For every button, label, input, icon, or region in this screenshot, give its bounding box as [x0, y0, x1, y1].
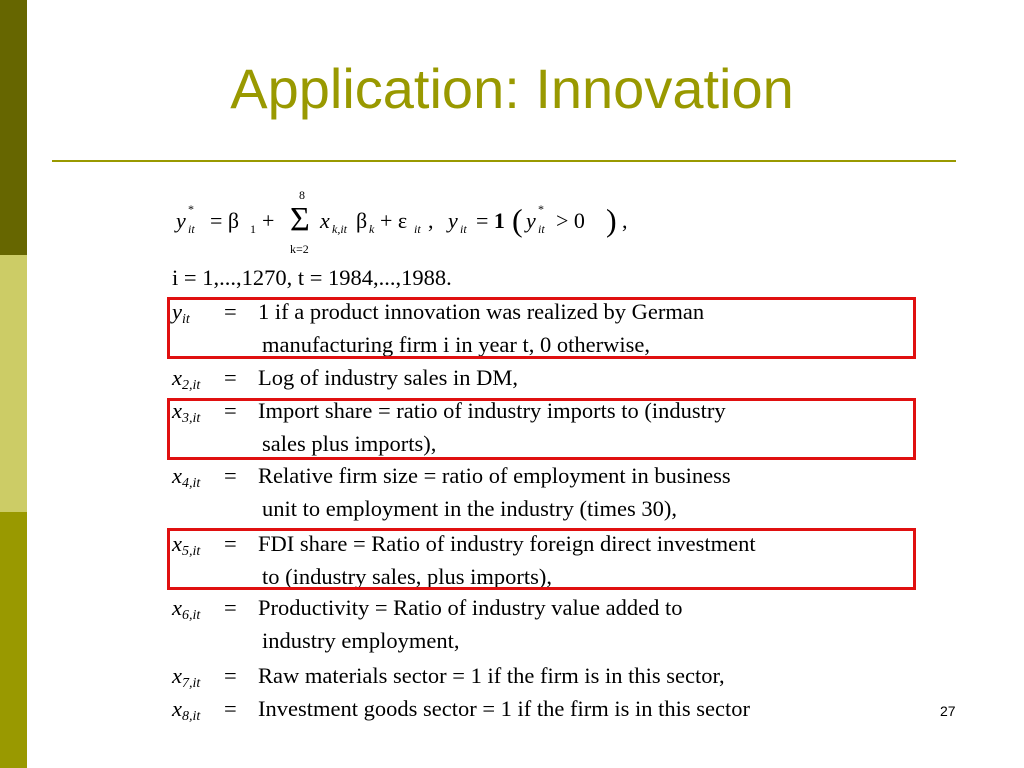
- definition-6: [172, 594, 683, 630]
- definition-text: Log of industry sales in DM,: [258, 365, 518, 390]
- sum-lower-limit: k=2: [290, 242, 309, 256]
- variable-symbol: $x_{8,it}$: [172, 696, 201, 724]
- definition-continuation: manufacturing firm i in year t, 0 otherwise,: [262, 332, 651, 357]
- variable-symbol: $x_{7,it}$: [172, 663, 201, 691]
- model-formula: y * it = β 1 + 8 Σ k=2 x k,it β k + ε it , y it = 1 ( y * it > 0 ) ,: [176, 188, 628, 256]
- definition-continuation: sales plus imports),: [262, 431, 437, 456]
- equals-sign: =: [224, 595, 237, 620]
- equals-sign: =: [224, 398, 237, 423]
- page-number: 27: [940, 703, 956, 719]
- slide-title: Application: Innovation: [230, 57, 794, 120]
- sidebar-block-light: [0, 255, 27, 512]
- definition-text: 1 if a product innovation was realized by German: [258, 299, 705, 324]
- definition-2: [172, 364, 518, 400]
- definition-4: [172, 462, 731, 498]
- definition-text: Investment goods sector = 1 if the firm is in this sector: [258, 696, 750, 721]
- definition-text: Raw materials sector = 1 if the firm is in this sector,: [258, 663, 725, 688]
- definition-7: [172, 662, 725, 698]
- definition-text: Productivity = Ratio of industry value added to: [258, 595, 683, 620]
- variable-symbol: $x_{4,it}$: [172, 463, 201, 491]
- variable-symbol: $x_{6,it}$: [172, 595, 201, 623]
- variable-symbol: $y_{it}$: [172, 299, 190, 327]
- equals-sign: =: [224, 365, 237, 390]
- definition-continuation: industry employment,: [262, 628, 460, 653]
- index-range-line: i = 1,...,1270, t = 1984,...,1988.: [172, 265, 452, 290]
- variable-symbol: $x_{5,it}$: [172, 531, 201, 559]
- highlight-box-y: [167, 297, 916, 359]
- variable-symbol: $x_{3,it}$: [172, 398, 201, 426]
- definition-text: Relative firm size = ratio of employment in business: [258, 463, 731, 488]
- equals-sign: =: [224, 299, 237, 324]
- sidebar-block-dark: [0, 0, 27, 255]
- summation-icon: Σ: [290, 201, 310, 238]
- definition-continuation: to (industry sales, plus imports),: [262, 564, 552, 589]
- variable-symbol: $x_{2,it}$: [172, 365, 201, 393]
- definition-text: Import share = ratio of industry imports to (industry: [258, 398, 726, 423]
- definition-8: [172, 695, 750, 731]
- equals-sign: =: [224, 531, 237, 556]
- sum-upper-limit: 8: [299, 188, 305, 202]
- equals-sign: =: [224, 663, 237, 688]
- title-divider: [52, 160, 956, 162]
- sidebar-block-mid: [0, 512, 27, 768]
- equals-sign: =: [224, 696, 237, 721]
- definition-text: FDI share = Ratio of industry foreign direct investment: [258, 531, 756, 556]
- highlight-box-x3: [167, 398, 916, 460]
- highlight-box-x5: [167, 528, 916, 590]
- equals-sign: =: [224, 463, 237, 488]
- definition-continuation: unit to employment in the industry (times 30),: [262, 496, 677, 521]
